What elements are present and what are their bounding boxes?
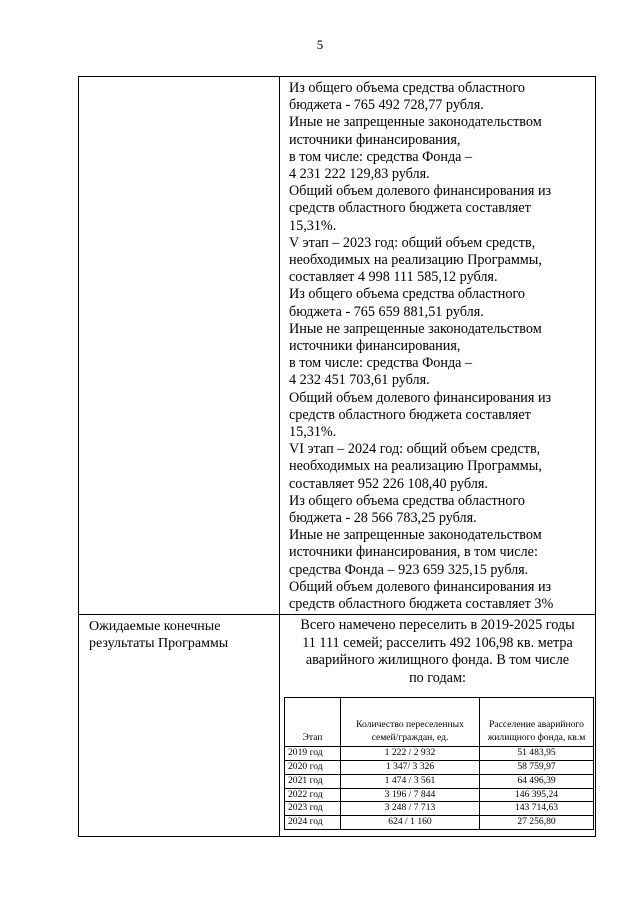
year-cell: 2023 год xyxy=(285,802,341,816)
summary-line: Всего намечено переселить в 2019-2025 годы xyxy=(300,617,575,634)
summary-line: по годам: xyxy=(409,669,466,686)
area-cell: 51 483,95 xyxy=(480,747,594,761)
funding-line: средств областного бюджета составляет xyxy=(289,406,531,423)
results-row xyxy=(79,615,596,837)
funding-text xyxy=(289,80,591,613)
table-row xyxy=(285,802,594,816)
families-cell: 624 / 1 160 xyxy=(341,816,480,830)
funding-line: необходимых на реализацию Программы, xyxy=(289,458,542,475)
funding-line: Общий объем долевого финансирования из xyxy=(289,183,552,200)
header-area: Расселение аварийного жилищного фонда, кв.м xyxy=(480,698,594,747)
funding-line: в том числе: средства Фонда – xyxy=(289,355,473,372)
area-cell: 143 714,63 xyxy=(480,802,594,816)
funding-line: средства Фонда – 923 659 325,15 рубля. xyxy=(289,561,529,578)
results-label-line-2: результаты Программы xyxy=(89,636,229,652)
table-row xyxy=(285,774,594,788)
table-row xyxy=(285,816,594,830)
funding-line: VI этап – 2024 год: общий объем средств, xyxy=(289,441,541,458)
funding-line: 15,31%. xyxy=(289,217,337,234)
program-passport-table xyxy=(78,76,596,837)
funding-line: бюджета - 765 492 728,77 рубля. xyxy=(289,97,484,114)
families-cell: 1 347/ 3 326 xyxy=(341,761,480,775)
families-cell: 3 248 / 7 713 xyxy=(341,802,480,816)
header-stage: Этап xyxy=(285,698,341,747)
funding-label-cell xyxy=(79,77,280,615)
funding-line: источники финансирования, в том числе: xyxy=(289,544,538,561)
funding-line: средств областного бюджета составляет 3% xyxy=(289,596,554,613)
families-cell: 3 196 / 7 844 xyxy=(341,788,480,802)
funding-line: средств областного бюджета составляет xyxy=(289,200,531,217)
funding-line: Иные не запрещенные законодательством xyxy=(289,527,542,544)
funding-line: Из общего объема средства областного xyxy=(289,492,526,509)
table-row xyxy=(285,747,594,761)
funding-line: составляет 952 226 108,40 рубля. xyxy=(289,475,488,492)
area-cell: 27 256,80 xyxy=(480,816,594,830)
funding-line: необходимых на реализацию Программы, xyxy=(289,252,542,269)
year-cell: 2024 год xyxy=(285,816,341,830)
year-cell: 2020 год xyxy=(285,761,341,775)
year-cell: 2019 год xyxy=(285,747,341,761)
funding-line: Общий объем долевого финансирования из xyxy=(289,389,552,406)
funding-line: в том числе: средства Фонда – xyxy=(289,148,473,165)
funding-line: Иные не запрещенные законодательством xyxy=(289,114,542,131)
area-cell: 58 759,97 xyxy=(480,761,594,775)
funding-row xyxy=(79,77,596,615)
results-summary xyxy=(284,617,591,687)
summary-line: 11 111 семей; расселить 492 106,98 кв. метра xyxy=(302,634,573,651)
summary-line: аварийного жилищного фонда. В том числе xyxy=(305,652,570,669)
funding-line: Иные не запрещенные законодательством xyxy=(289,320,542,337)
funding-line: 4 232 451 703,61 рубля. xyxy=(289,372,430,389)
funding-line: 4 231 222 129,83 рубля. xyxy=(289,166,430,183)
page-number: 5 xyxy=(316,37,324,52)
area-cell: 64 496,39 xyxy=(480,774,594,788)
funding-line: бюджета - 28 566 783,25 рубля. xyxy=(289,510,477,527)
stage-table-header xyxy=(285,698,594,747)
funding-line: источники финансирования, xyxy=(289,338,461,355)
results-label-line-1: Ожидаемые конечные xyxy=(89,619,221,635)
funding-line: Из общего объема средства областного xyxy=(289,286,526,303)
funding-text-cell xyxy=(280,77,596,615)
table-row xyxy=(285,788,594,802)
results-label-cell xyxy=(79,615,280,837)
funding-line: V этап – 2023 год: общий объем средств, xyxy=(289,234,536,251)
area-cell: 146 395,24 xyxy=(480,788,594,802)
header-families: Количество переселенных семей/граждан, ед. xyxy=(341,698,480,747)
table-row xyxy=(285,761,594,775)
year-cell: 2022 год xyxy=(285,788,341,802)
stage-table xyxy=(284,697,594,830)
families-cell: 1 222 / 2 932 xyxy=(341,747,480,761)
funding-line: составляет 4 998 111 585,12 рубля. xyxy=(289,269,498,286)
funding-line: 15,31%. xyxy=(289,424,337,441)
funding-line: бюджета - 765 659 881,51 рубля. xyxy=(289,303,484,320)
results-content-cell xyxy=(280,615,596,837)
funding-line: Из общего объема средства областного xyxy=(289,80,526,96)
families-cell: 1 474 / 3 561 xyxy=(341,774,480,788)
funding-line: Общий объем долевого финансирования из xyxy=(289,578,552,595)
year-cell: 2021 год xyxy=(285,774,341,788)
funding-line: источники финансирования, xyxy=(289,131,461,148)
